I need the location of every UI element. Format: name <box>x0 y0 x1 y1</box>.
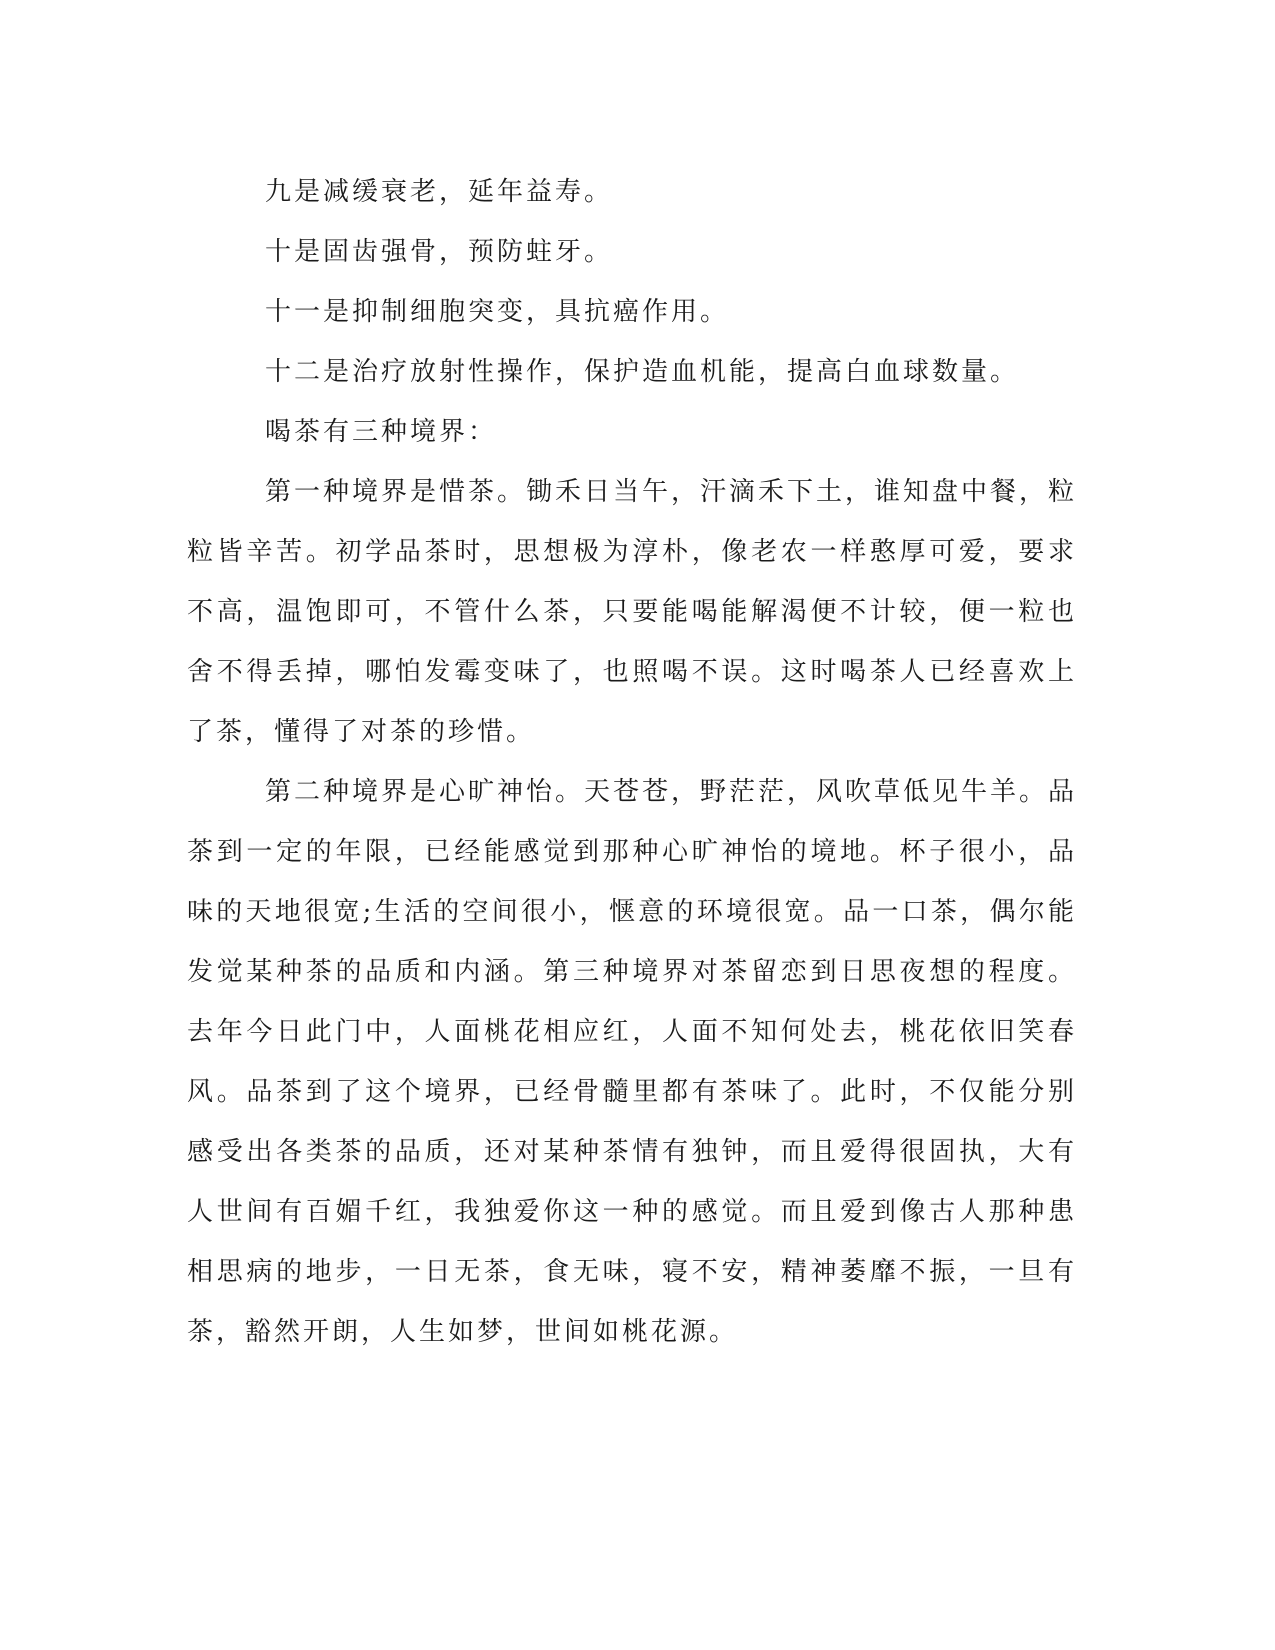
body-text <box>187 162 1077 1362</box>
paragraph-three-realms-intro: 喝茶有三种境界： <box>265 417 498 447</box>
paragraph-second-realm: 第二种境界是心旷神怡。天苍苍，野茫茫，风吹草低见牛羊。品茶到一定的年限，已经能感觉到那种心旷神怡的境地。杯子很小，品味的天地很宽;生活的空间很小，惬意的环境很宽。品一口茶，偶尔能发觉某种茶的品质和内涵。第三种境界对茶留恋到日思夜想的程度。去年今日此门中，人面桃花相应红，人面不知何处去，桃花依旧笑春风。品茶到了这个境界，已经骨髓里都有茶味了。此时，不仅能分别感受出各类茶的品质，还对某种茶情有独钟，而且爱得很固执，大有人世间有百媚千红，我独爱你这一种的感觉。而且爱到像古人那种患相思病的地步，一日无茶，食无味，寝不安，精神萎靡不振，一旦有茶，豁然开朗，人生如梦，世间如桃花源。 <box>187 777 1078 1347</box>
paragraph-item-10: 十是固齿强骨，预防蛀牙。 <box>265 237 614 267</box>
paragraph-item-12: 十二是治疗放射性操作，保护造血机能，提高白血球数量。 <box>265 357 1020 387</box>
paragraph-item-11: 十一是抑制细胞突变，具抗癌作用。 <box>265 297 730 327</box>
paragraph-item-9: 九是减缓衰老，延年益寿。 <box>265 177 614 207</box>
paragraph-first-realm: 第一种境界是惜茶。锄禾日当午，汗滴禾下土，谁知盘中餐，粒粒皆辛苦。初学品茶时，思想极为淳朴，像老农一样憨厚可爱，要求不高，温饱即可，不管什么茶，只要能喝能解渴便不计较，便一粒也舍不得丢掉，哪怕发霉变味了，也照喝不误。这时喝茶人已经喜欢上了茶，懂得了对茶的珍惜。 <box>187 477 1078 747</box>
